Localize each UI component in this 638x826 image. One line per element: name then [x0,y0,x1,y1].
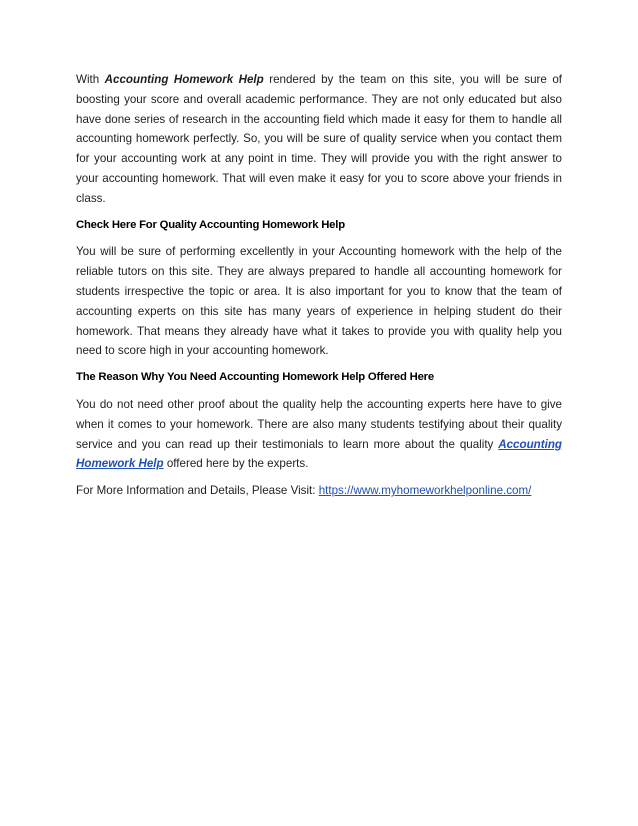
reason-text-start: You do not need other proof about the quality help the accounting experts here have to give when it comes to your homework. There are also many students testifying about their quality service and you can read up their testimonials to learn more about the quality [76,397,562,451]
reason-text-end: offered here by the experts. [163,457,309,471]
intro-text-rest: rendered by the team on this site, you will be sure of boosting your score and overall academic performance. They are not only educated but also have done series of research in the accounting field which made it easy for them to handle all accounting homework perfectly. So, you will be sure of quality service when you contact them for your accounting work at any point in time. They will provide you with the right answer to your accounting homework. That will even make it easy for you to score above your friends in class. [76,73,562,205]
website-url-link[interactable]: https://www.myhomeworkhelponline.com/ [318,484,532,498]
intro-paragraph [76,70,562,209]
visit-line [76,481,562,501]
intro-text-start: With [76,73,105,86]
document-page [76,70,562,501]
reason-paragraph [76,395,562,474]
quality-paragraph: You will be sure of performing excellently in your Accounting homework with the help of the reliable tutors on this site. They are always prepared to handle all accounting homework for students irrespective the topic or area. It is also important for you to know that the team of accounting experts on this site has many years of experience in helping student do their homework. That means they already have what it takes to provide you with quality help you need to score high in your accounting homework. [76,245,562,358]
intro-bold-phrase: Accounting Homework Help [104,73,264,86]
visit-label: For More Information and Details, Please Visit: [76,484,319,498]
section-heading-quality: Check Here For Quality Accounting Homework Help [76,218,345,231]
section-heading-reason: The Reason Why You Need Accounting Homework Help Offered Here [76,371,434,384]
accounting-homework-help-link[interactable]: Accounting Homework Help [76,437,562,471]
